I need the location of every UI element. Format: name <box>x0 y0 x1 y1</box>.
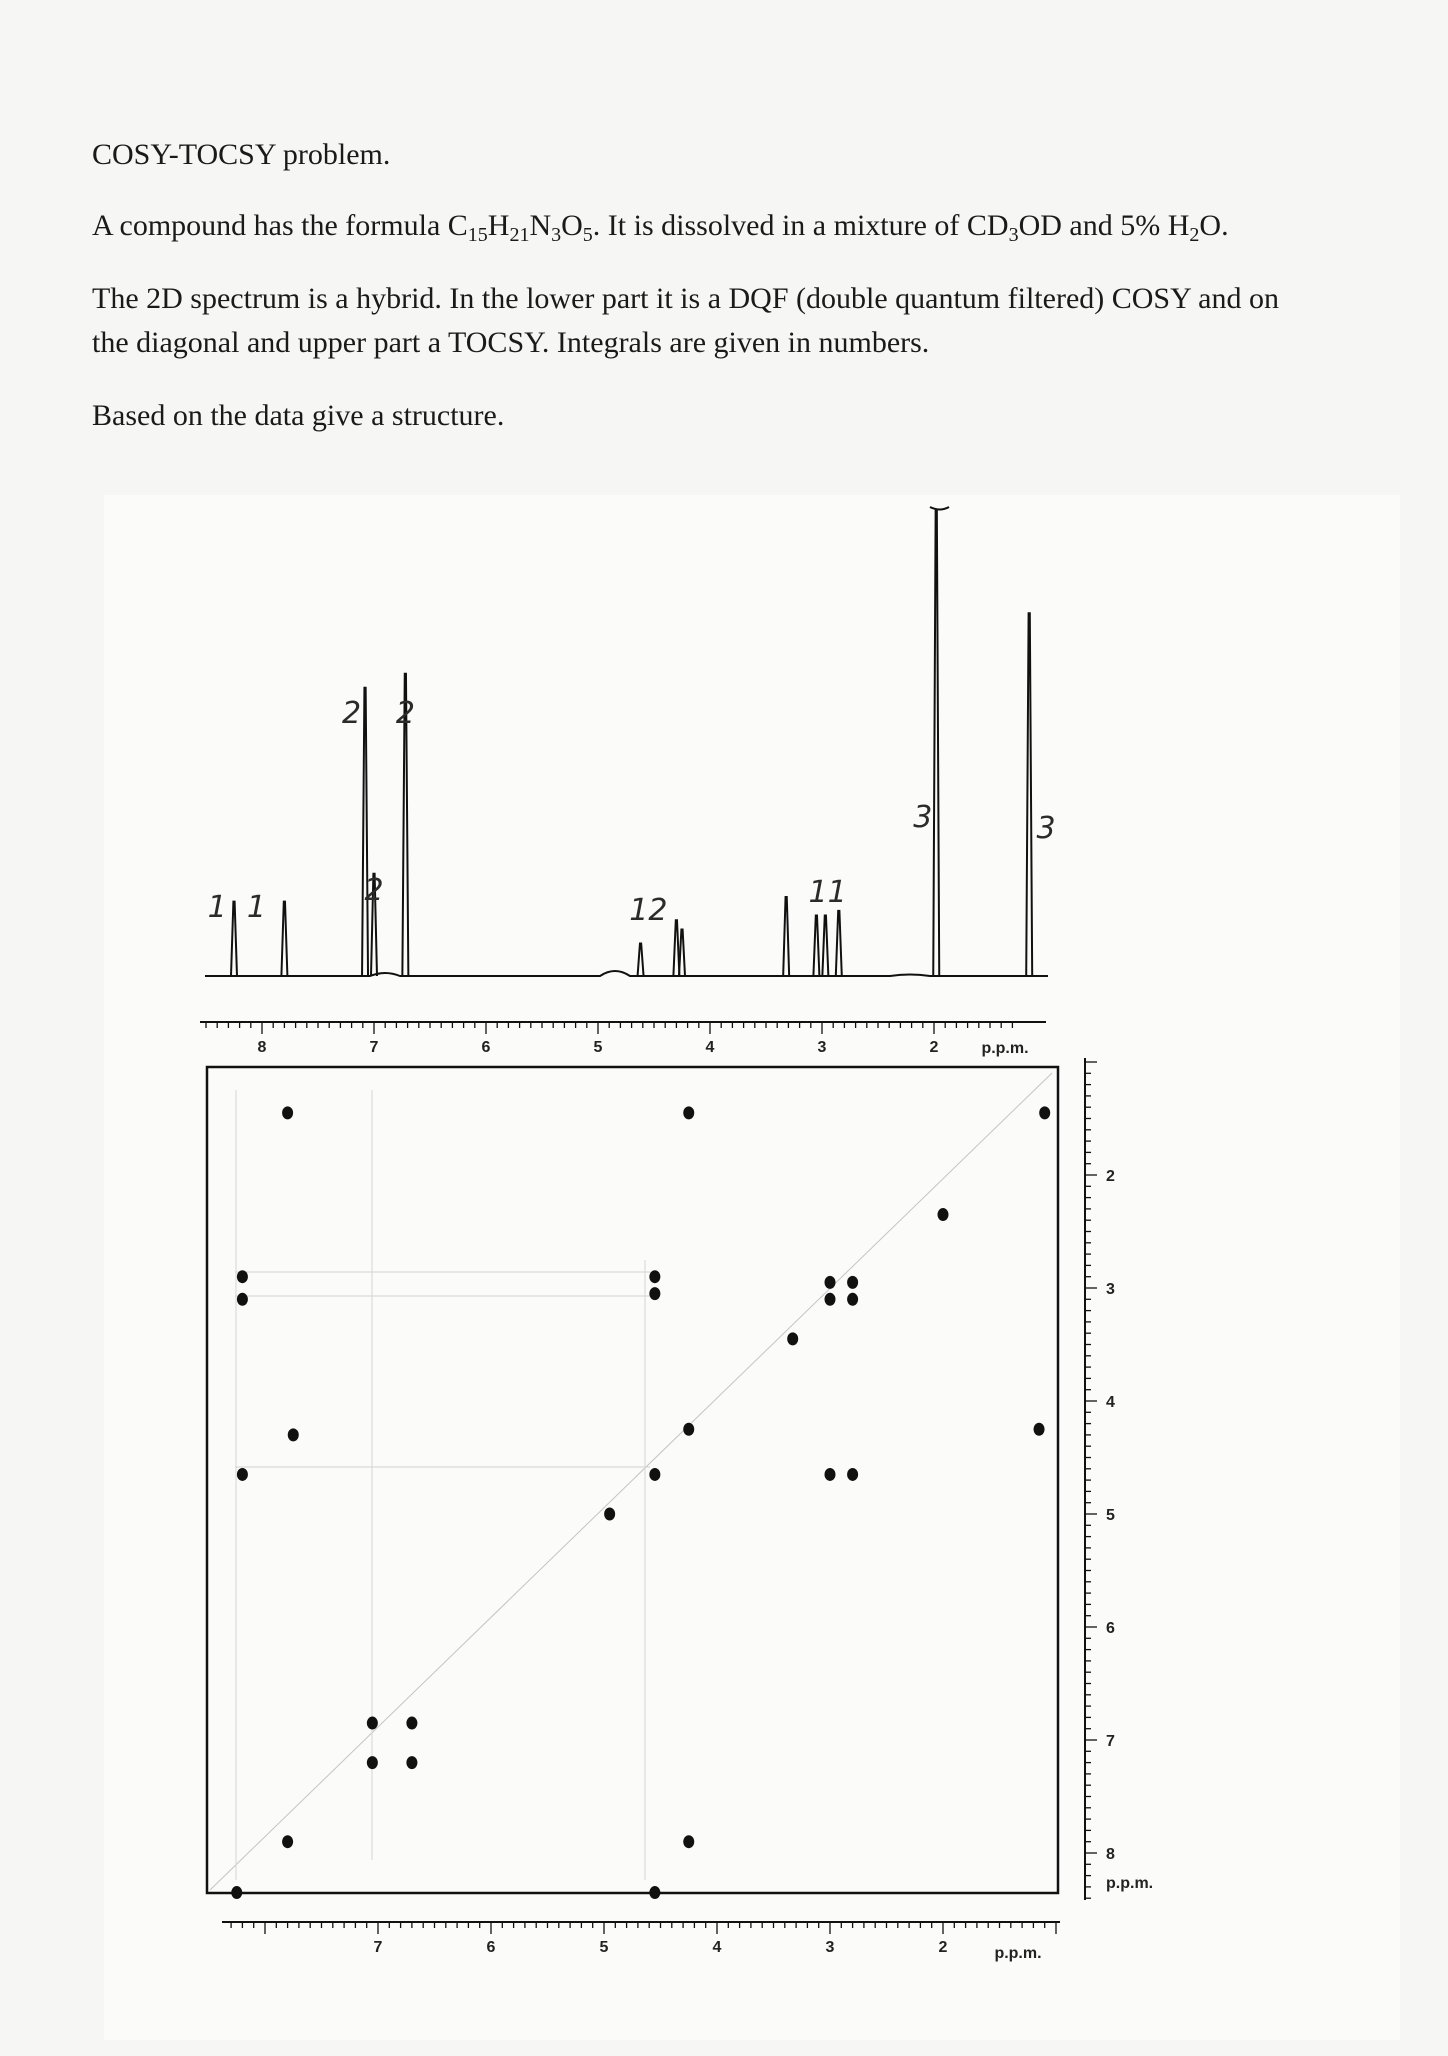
oxygen-label: O <box>561 209 583 242</box>
cross-peak <box>683 1423 694 1436</box>
formula-post: OD and 5% H <box>1018 209 1190 242</box>
top-axis-tick-label: 5 <box>593 1039 603 1056</box>
bottom-axis-tick-label: 7 <box>373 1939 383 1956</box>
problem-title: COSY-TOCSY problem. <box>92 138 391 171</box>
integral-label: 1 <box>246 890 266 925</box>
right-axis-tick-label: 8 <box>1106 1846 1115 1863</box>
solvent-subscript: 3 <box>1008 224 1019 246</box>
cross-peak <box>237 1293 248 1306</box>
bottom-axis-tick-label: 2 <box>938 1939 948 1956</box>
cross-peak <box>787 1332 798 1345</box>
bottom-axis-tick-label: 4 <box>712 1939 722 1956</box>
cross-peak <box>938 1208 949 1221</box>
cross-peak <box>282 1835 293 1848</box>
cross-peak <box>649 1886 660 1899</box>
formula-end: O. <box>1199 209 1229 242</box>
formula-pre: A compound has the formula C <box>92 209 468 242</box>
cross-peak <box>367 1756 378 1769</box>
bottom-axis-tick-label: 6 <box>486 1939 496 1956</box>
hydrogen-count: 21 <box>509 224 530 246</box>
cross-peak <box>1039 1106 1050 1119</box>
cross-peak <box>825 1468 836 1481</box>
cross-peak <box>237 1270 248 1283</box>
bottom-axis-tick-label: 3 <box>825 1939 835 1956</box>
cross-peak <box>231 1886 242 1899</box>
cross-peak <box>825 1276 836 1289</box>
cross-peak <box>406 1756 417 1769</box>
integral-label: 1 <box>207 890 227 925</box>
integral-label: 3 <box>1036 811 1056 846</box>
cross-peak <box>604 1508 615 1521</box>
cross-peak <box>1034 1423 1045 1436</box>
cross-peak <box>649 1468 660 1481</box>
structure-prompt: Based on the data give a structure. <box>92 399 505 432</box>
bottom-axis-tick-label: 5 <box>599 1939 609 1956</box>
cross-peak <box>683 1106 694 1119</box>
top-axis-tick-label: 6 <box>481 1039 491 1056</box>
cross-peak <box>288 1428 299 1441</box>
nitrogen-label: N <box>529 209 552 242</box>
oxygen-count: 5 <box>582 224 593 246</box>
right-axis-tick-label: 3 <box>1106 1281 1115 1298</box>
cross-peak <box>847 1468 858 1481</box>
cross-peak <box>847 1276 858 1289</box>
hydrogen-label: H <box>487 209 510 242</box>
cross-peak <box>237 1468 248 1481</box>
integral-label: 11 <box>808 875 847 910</box>
cross-peak <box>282 1106 293 1119</box>
cross-peak <box>649 1270 660 1283</box>
cross-peak <box>406 1717 417 1730</box>
top-axis-tick-label: 3 <box>817 1039 827 1056</box>
integral-label: 3 <box>913 800 933 835</box>
top-axis-tick-label: 8 <box>257 1039 267 1056</box>
cross-peak <box>847 1293 858 1306</box>
nitrogen-count: 3 <box>551 224 562 246</box>
carbon-count: 15 <box>467 224 488 246</box>
hybrid-line-2: the diagonal and upper part a TOCSY. Integrals are given in numbers. <box>92 326 930 359</box>
water-subscript: 2 <box>1189 224 1200 246</box>
right-axis-tick-label: 5 <box>1106 1507 1115 1524</box>
scan-panel <box>104 495 1400 2040</box>
bottom-axis-unit: p.p.m. <box>994 1945 1042 1962</box>
cross-peak <box>367 1717 378 1730</box>
right-axis-tick-label: 6 <box>1106 1620 1115 1637</box>
right-axis-tick-label: 7 <box>1106 1733 1115 1750</box>
cross-peak <box>649 1287 660 1300</box>
formula-mid: . It is dissolved in a mixture of CD <box>592 209 1009 242</box>
right-axis-tick-label: 4 <box>1106 1394 1115 1411</box>
right-axis-tick-label: 2 <box>1106 1168 1115 1185</box>
top-axis-tick-label: 4 <box>705 1039 715 1056</box>
right-axis-unit: p.p.m. <box>1106 1875 1154 1892</box>
top-axis-tick-label: 2 <box>929 1039 939 1056</box>
cross-peak <box>825 1293 836 1306</box>
integral-label: 2 <box>364 873 384 908</box>
top-axis-tick-label: 7 <box>369 1039 379 1056</box>
hybrid-line-1: The 2D spectrum is a hybrid. In the lower part it is a DQF (double quantum filtered) COSY and on <box>92 282 1279 315</box>
integral-label: 2 <box>395 696 415 731</box>
top-axis-unit: p.p.m. <box>981 1040 1029 1057</box>
integral-label: 12 <box>629 893 668 928</box>
integral-label: 2 <box>342 696 362 731</box>
cross-peak <box>683 1835 694 1848</box>
